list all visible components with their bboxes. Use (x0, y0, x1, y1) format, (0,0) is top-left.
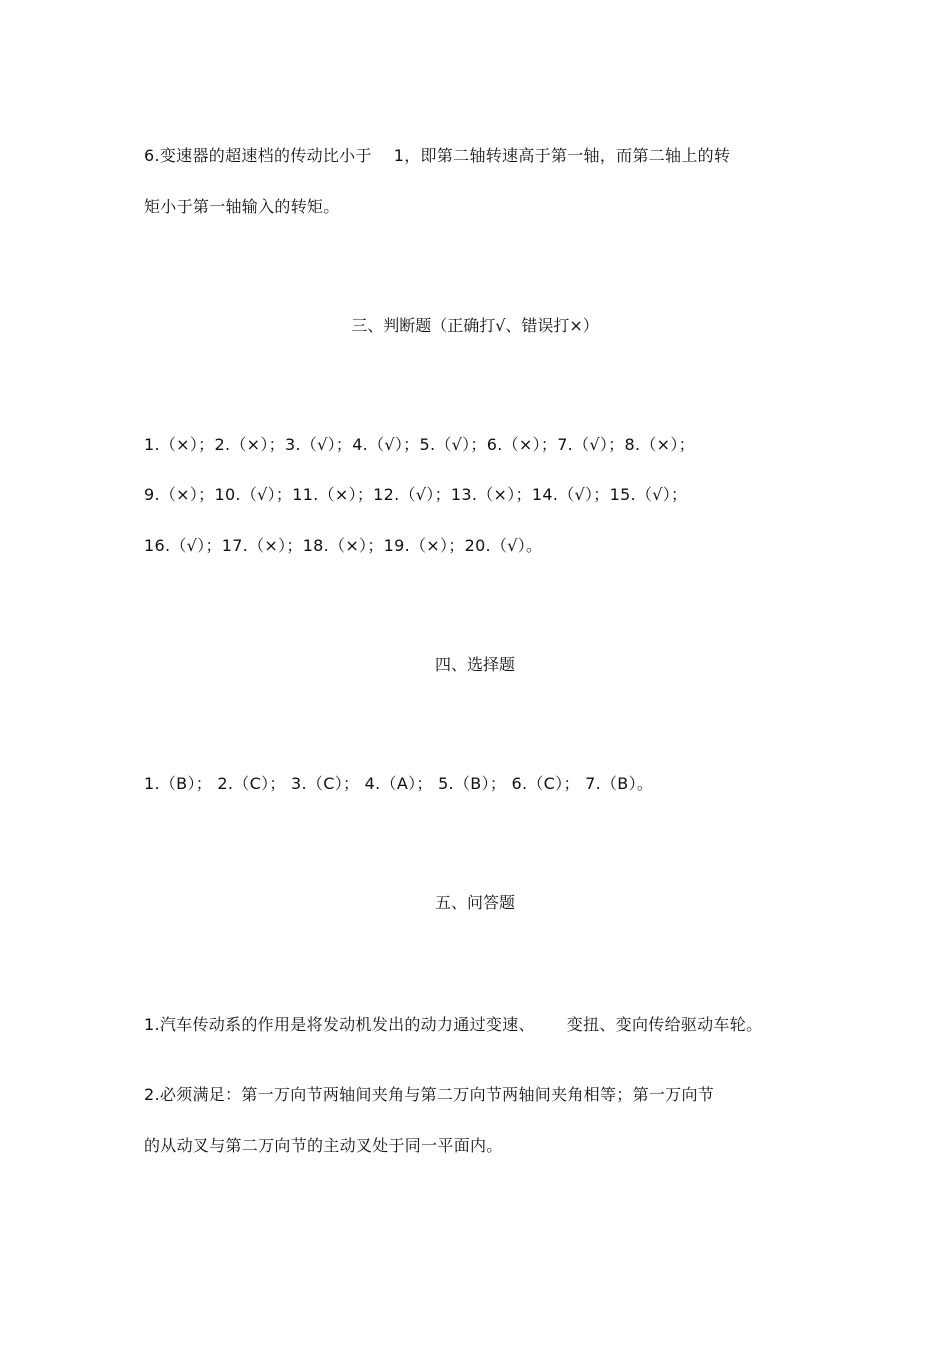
section-heading-true-false: 三、判断题（正确打√、错误打×） (351, 316, 599, 335)
qa-answer-1-text-a: 1.汽车传动系的作用是将发动机发出的动力通过变速、 (144, 1015, 535, 1034)
answer-item-6-line-2: 矩小于第一轴输入的转矩。 (144, 197, 340, 216)
section-heading-choice: 四、选择题 (434, 655, 515, 674)
answer-item-6-text-b: 1，即第二轴转速高于第一轴，而第二轴上的转 (393, 146, 731, 165)
true-false-answers-line-3: 16.（√）；17.（×）；18.（×）；19.（×）；20.（√）。 (144, 536, 543, 555)
section-heading-qa: 五、问答题 (434, 893, 515, 912)
true-false-answers-line-2: 9.（×）；10.（√）；11.（×）；12.（√）；13.（×）；14.（√）；15.（√）； (144, 485, 688, 504)
true-false-answers-line-1: 1.（×）；2.（×）；3.（√）；4.（√）；5.（√）；6.（×）；7.（√）；8.（×）； (144, 435, 695, 454)
qa-answer-2-line-2: 的从动叉与第二万向节的主动叉处于同一平面内。 (144, 1136, 503, 1155)
qa-answer-1 (144, 1015, 762, 1035)
answer-item-6-line-1 (144, 146, 730, 166)
answer-item-6-text-a: 6.变速器的超速档的传动比小于 (144, 146, 372, 165)
choice-answers-line: 1.（B）； 2.（C）； 3.（C）； 4.（A）； 5.（B）； 6.（C）； 7.（B）。 (144, 774, 654, 793)
qa-answer-2-line-1: 2.必须满足：第一万向节两轴间夹角与第二万向节两轴间夹角相等；第一万向节 (144, 1085, 715, 1104)
qa-answer-1-text-b: 变扭、变向传给驱动车轮。 (566, 1015, 763, 1034)
